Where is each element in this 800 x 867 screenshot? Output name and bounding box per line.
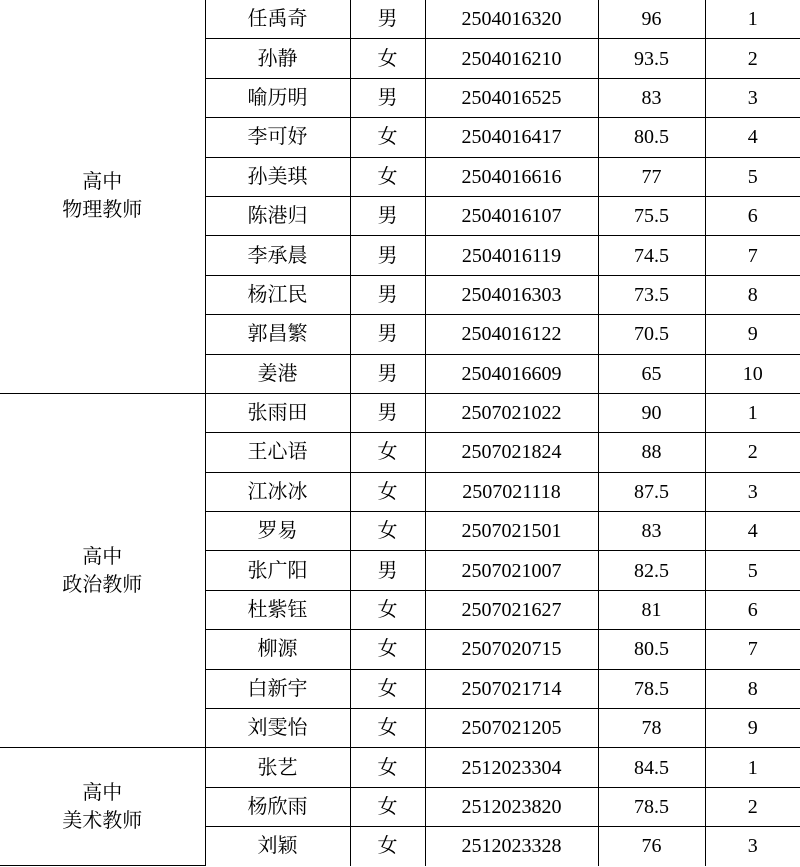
gender-cell: 女 [350,590,425,629]
candidate-name-cell: 刘颖 [205,827,350,866]
candidate-name-cell: 杨欣雨 [205,787,350,826]
rank-cell: 7 [705,630,800,669]
candidate-name-cell: 杜紫钰 [205,590,350,629]
gender-cell: 女 [350,827,425,866]
rank-cell: 3 [705,472,800,511]
gender-cell: 女 [350,472,425,511]
score-cell: 78.5 [598,787,705,826]
position-label-line: 政治教师 [62,573,143,596]
candidate-name-cell: 白新宇 [205,669,350,708]
score-cell: 74.5 [598,236,705,275]
score-cell: 76 [598,827,705,866]
gender-cell: 男 [350,236,425,275]
gender-cell: 女 [350,630,425,669]
exam-id-cell: 2504016107 [425,196,598,235]
score-cell: 93.5 [598,39,705,78]
position-cell [0,748,205,866]
score-cell: 80.5 [598,118,705,157]
exam-id-cell: 2507021501 [425,512,598,551]
table-row [0,0,800,39]
gender-cell: 男 [350,196,425,235]
score-cell: 90 [598,393,705,432]
exam-id-cell: 2504016525 [425,78,598,117]
position-cell [0,393,205,748]
position-label-line: 高中 [82,171,123,194]
rank-cell: 1 [705,393,800,432]
score-cell: 78.5 [598,669,705,708]
candidate-name-cell: 张艺 [205,748,350,787]
score-cell: 77 [598,157,705,196]
rank-cell: 8 [705,275,800,314]
exam-id-cell: 2507021022 [425,393,598,432]
score-cell: 83 [598,78,705,117]
gender-cell: 女 [350,748,425,787]
exam-id-cell: 2504016210 [425,39,598,78]
rank-cell: 6 [705,196,800,235]
gender-cell: 女 [350,512,425,551]
rank-cell: 5 [705,157,800,196]
rank-cell: 10 [705,354,800,393]
table-row [0,748,800,787]
exam-id-cell: 2507020715 [425,630,598,669]
score-cell: 65 [598,354,705,393]
rank-cell: 6 [705,590,800,629]
rank-cell: 2 [705,433,800,472]
gender-cell: 男 [350,393,425,432]
candidate-name-cell: 罗易 [205,512,350,551]
exam-id-cell: 2504016609 [425,354,598,393]
score-cell: 96 [598,0,705,39]
exam-id-cell: 2512023820 [425,787,598,826]
gender-cell: 男 [350,275,425,314]
position-label-line: 美术教师 [62,809,143,832]
gender-cell: 男 [350,78,425,117]
rank-cell: 1 [705,748,800,787]
score-cell: 82.5 [598,551,705,590]
rank-cell: 9 [705,709,800,748]
exam-id-cell: 2507021205 [425,709,598,748]
position-cell [0,0,205,393]
candidate-name-cell: 喻历明 [205,78,350,117]
candidate-name-cell: 张雨田 [205,393,350,432]
score-cell: 83 [598,512,705,551]
rank-cell: 3 [705,827,800,866]
score-cell: 84.5 [598,748,705,787]
candidate-name-cell: 李承晨 [205,236,350,275]
score-cell: 80.5 [598,630,705,669]
score-cell: 73.5 [598,275,705,314]
position-label-line: 物理教师 [62,199,143,222]
exam-id-cell: 2504016122 [425,315,598,354]
gender-cell: 女 [350,39,425,78]
exam-id-cell: 2504016119 [425,236,598,275]
exam-id-cell: 2507021627 [425,590,598,629]
rank-cell: 1 [705,0,800,39]
exam-id-cell: 2512023328 [425,827,598,866]
gender-cell: 男 [350,551,425,590]
score-cell: 75.5 [598,196,705,235]
candidate-name-cell: 江冰冰 [205,472,350,511]
exam-id-cell: 2507021824 [425,433,598,472]
gender-cell: 女 [350,157,425,196]
rank-cell: 8 [705,669,800,708]
rank-cell: 3 [705,78,800,117]
exam-id-cell: 2504016417 [425,118,598,157]
exam-id-cell: 2507021007 [425,551,598,590]
gender-cell: 男 [350,0,425,39]
candidate-name-cell: 陈港归 [205,196,350,235]
table-row [0,393,800,432]
rank-cell: 2 [705,39,800,78]
position-label-line: 高中 [82,545,123,568]
candidate-name-cell: 任禹奇 [205,0,350,39]
candidate-name-cell: 孙美琪 [205,157,350,196]
gender-cell: 女 [350,669,425,708]
candidate-name-cell: 李可妤 [205,118,350,157]
rank-cell: 2 [705,787,800,826]
exam-id-cell: 2504016616 [425,157,598,196]
rank-cell: 9 [705,315,800,354]
rank-cell: 4 [705,512,800,551]
candidate-name-cell: 柳源 [205,630,350,669]
candidate-name-cell: 王心语 [205,433,350,472]
rank-cell: 5 [705,551,800,590]
score-cell: 88 [598,433,705,472]
gender-cell: 女 [350,433,425,472]
candidate-name-cell: 张广阳 [205,551,350,590]
gender-cell: 男 [350,315,425,354]
candidate-name-cell: 郭昌繁 [205,315,350,354]
gender-cell: 女 [350,787,425,826]
candidate-name-cell: 孙静 [205,39,350,78]
rank-cell: 4 [705,118,800,157]
candidate-name-cell: 姜港 [205,354,350,393]
position-label-line: 高中 [82,781,123,804]
exam-id-cell: 2507021118 [425,472,598,511]
rank-cell: 7 [705,236,800,275]
score-cell: 87.5 [598,472,705,511]
gender-cell: 男 [350,354,425,393]
score-cell: 78 [598,709,705,748]
exam-id-cell: 2504016320 [425,0,598,39]
gender-cell: 女 [350,709,425,748]
score-cell: 70.5 [598,315,705,354]
gender-cell: 女 [350,118,425,157]
candidate-name-cell: 杨江民 [205,275,350,314]
score-cell: 81 [598,590,705,629]
candidate-name-cell: 刘雯怡 [205,709,350,748]
exam-id-cell: 2507021714 [425,669,598,708]
exam-id-cell: 2512023304 [425,748,598,787]
exam-id-cell: 2504016303 [425,275,598,314]
